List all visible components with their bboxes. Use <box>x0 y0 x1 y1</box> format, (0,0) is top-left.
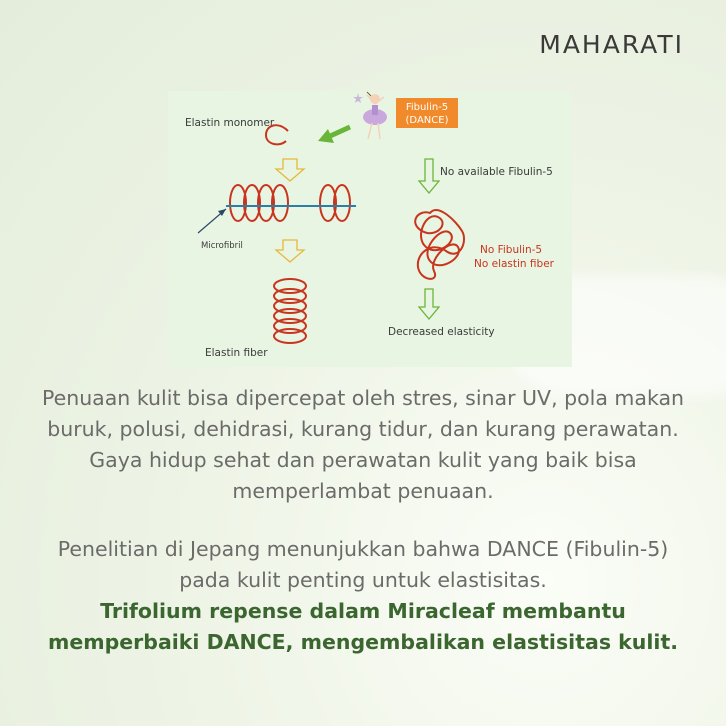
down-arrow-icon <box>419 289 439 319</box>
tangled-elastin-coil <box>415 210 464 279</box>
label-no-fibulin-5: No Fibulin-5 <box>480 244 543 256</box>
fibulin-badge-line2: (DANCE) <box>405 115 449 126</box>
label-no-available-fibulin: No available Fibulin-5 <box>440 166 553 178</box>
paragraph-research-highlight: Trifolium repense dalam Miracleaf membantu memperbaiki DANCE, mengembalikan elastisitas kulit. <box>47 599 679 654</box>
elastin-coil-cluster-left <box>230 185 288 221</box>
paragraph-skin-aging: Penuaan kulit bisa dipercepat oleh stres, sinar UV, pola makan buruk, polusi, dehidrasi, kurang tidur, dan kurang perawatan. Gaya hidup sehat dan perawatan kulit yang baik bisa memperlambat penuaan. <box>41 386 685 503</box>
down-arrow-icon <box>276 240 304 262</box>
brand-logo: MAHARATI <box>539 30 684 59</box>
label-microfibril: Microfibril <box>201 241 243 251</box>
paragraph-research-text: Penelitian di Jepang menunjukkan bahwa DANCE (Fibulin-5) pada kulit penting untuk elastisitas. <box>57 537 669 592</box>
microfibril-pointer <box>198 209 226 233</box>
label-elastin-monomer: Elastin monomer <box>185 117 275 129</box>
paragraph-research <box>40 534 686 658</box>
elastin-monomer-coil <box>266 125 288 144</box>
ballerina-icon <box>353 92 387 139</box>
elastin-diagram <box>168 91 572 367</box>
label-decreased-elasticity: Decreased elasticity <box>388 326 495 338</box>
fibulin-badge-line1: Fibulin-5 <box>405 102 449 113</box>
label-no-elastin-fiber: No elastin fiber <box>474 258 554 270</box>
elastin-fiber-spring <box>274 279 306 343</box>
down-arrow-icon <box>276 159 304 181</box>
elastin-coil-cluster-right <box>320 185 350 221</box>
down-arrow-icon <box>419 159 439 193</box>
label-elastin-fiber: Elastin fiber <box>205 347 268 359</box>
fibulin-5-badge <box>396 98 458 128</box>
green-arrow-icon <box>318 127 350 143</box>
